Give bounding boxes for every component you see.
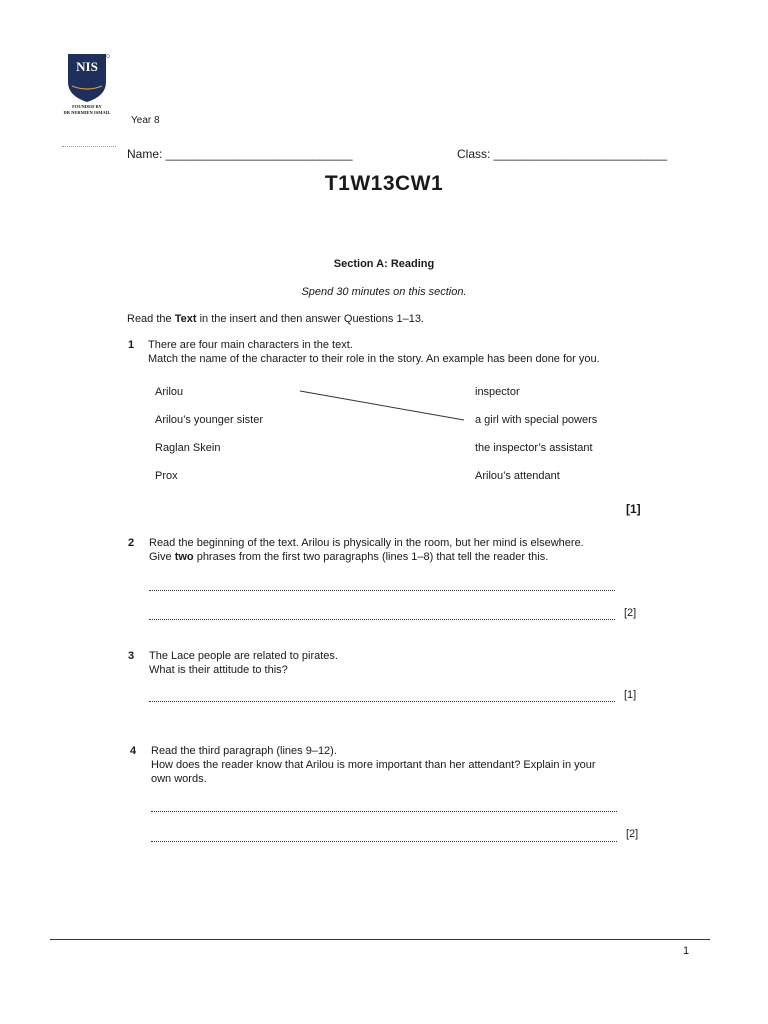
answer-line[interactable]: [151, 841, 617, 842]
intro-post: in the insert and then answer Questions 1–13.: [196, 313, 424, 325]
q2-line2-pre: Give: [149, 551, 175, 563]
q4-marks: [2]: [626, 828, 639, 840]
q2-line1: Read the beginning of the text. Arilou is physically in the room, but her mind is elsewhere.: [149, 537, 584, 549]
q2-number: 2: [128, 537, 135, 549]
footer-rule: [50, 939, 710, 940]
year-label: Year 8: [131, 115, 160, 126]
answer-line[interactable]: [149, 590, 615, 591]
character-item: Arilou’s younger sister: [155, 414, 264, 426]
intro-bold: Text: [174, 313, 197, 325]
name-field[interactable]: Name: ____________________________: [127, 147, 353, 161]
q3-marks: [1]: [624, 689, 637, 701]
q4-line3: own words.: [151, 773, 207, 785]
character-item: Arilou: [155, 386, 184, 398]
section-instruction: Spend 30 minutes on this section.: [301, 286, 467, 298]
page-title: T1W13CW1: [324, 172, 444, 195]
character-item: Raglan Skein: [155, 442, 221, 454]
q1-number: 1: [128, 339, 135, 351]
answer-line[interactable]: [149, 619, 615, 620]
role-item: the inspector’s assistant: [475, 442, 593, 454]
page-number: 1: [683, 945, 690, 957]
q2-line2-bold: two: [174, 551, 194, 563]
q2-marks: [2]: [624, 607, 637, 619]
character-item: Prox: [155, 470, 178, 482]
logo-founded: FOUNDED BY: [72, 104, 102, 109]
intro-pre: Read the: [127, 313, 175, 325]
q2-line2: [149, 550, 548, 564]
q3-line1: The Lace people are related to pirates.: [149, 650, 338, 662]
answer-line[interactable]: [151, 811, 617, 812]
logo-founder: DR NERMIEN ISMAIL: [63, 110, 111, 115]
q1-line2: Match the name of the character to their role in the story. An example has been done for you.: [148, 353, 600, 365]
answer-line[interactable]: [149, 701, 615, 702]
section-title: Section A: Reading: [333, 258, 435, 270]
q2-line2-post: phrases from the first two paragraphs (lines 1–8) that tell the reader this.: [193, 551, 549, 563]
logo-text: NIS: [76, 59, 98, 74]
q3-number: 3: [128, 650, 135, 662]
role-item: a girl with special powers: [475, 414, 598, 426]
q1-marks: [1]: [626, 502, 641, 516]
q4-line2: How does the reader know that Arilou is more important than her attendant? Explain in your: [151, 759, 596, 771]
role-item: inspector: [475, 386, 520, 398]
q1-line1: There are four main characters in the text.: [148, 339, 353, 351]
q4-number: 4: [130, 745, 137, 757]
role-item: Arilou’s attendant: [475, 470, 560, 482]
class-field[interactable]: Class: __________________________: [457, 147, 668, 161]
q3-line2: What is their attitude to this?: [149, 664, 288, 676]
q4-line1: Read the third paragraph (lines 9–12).: [151, 745, 337, 757]
